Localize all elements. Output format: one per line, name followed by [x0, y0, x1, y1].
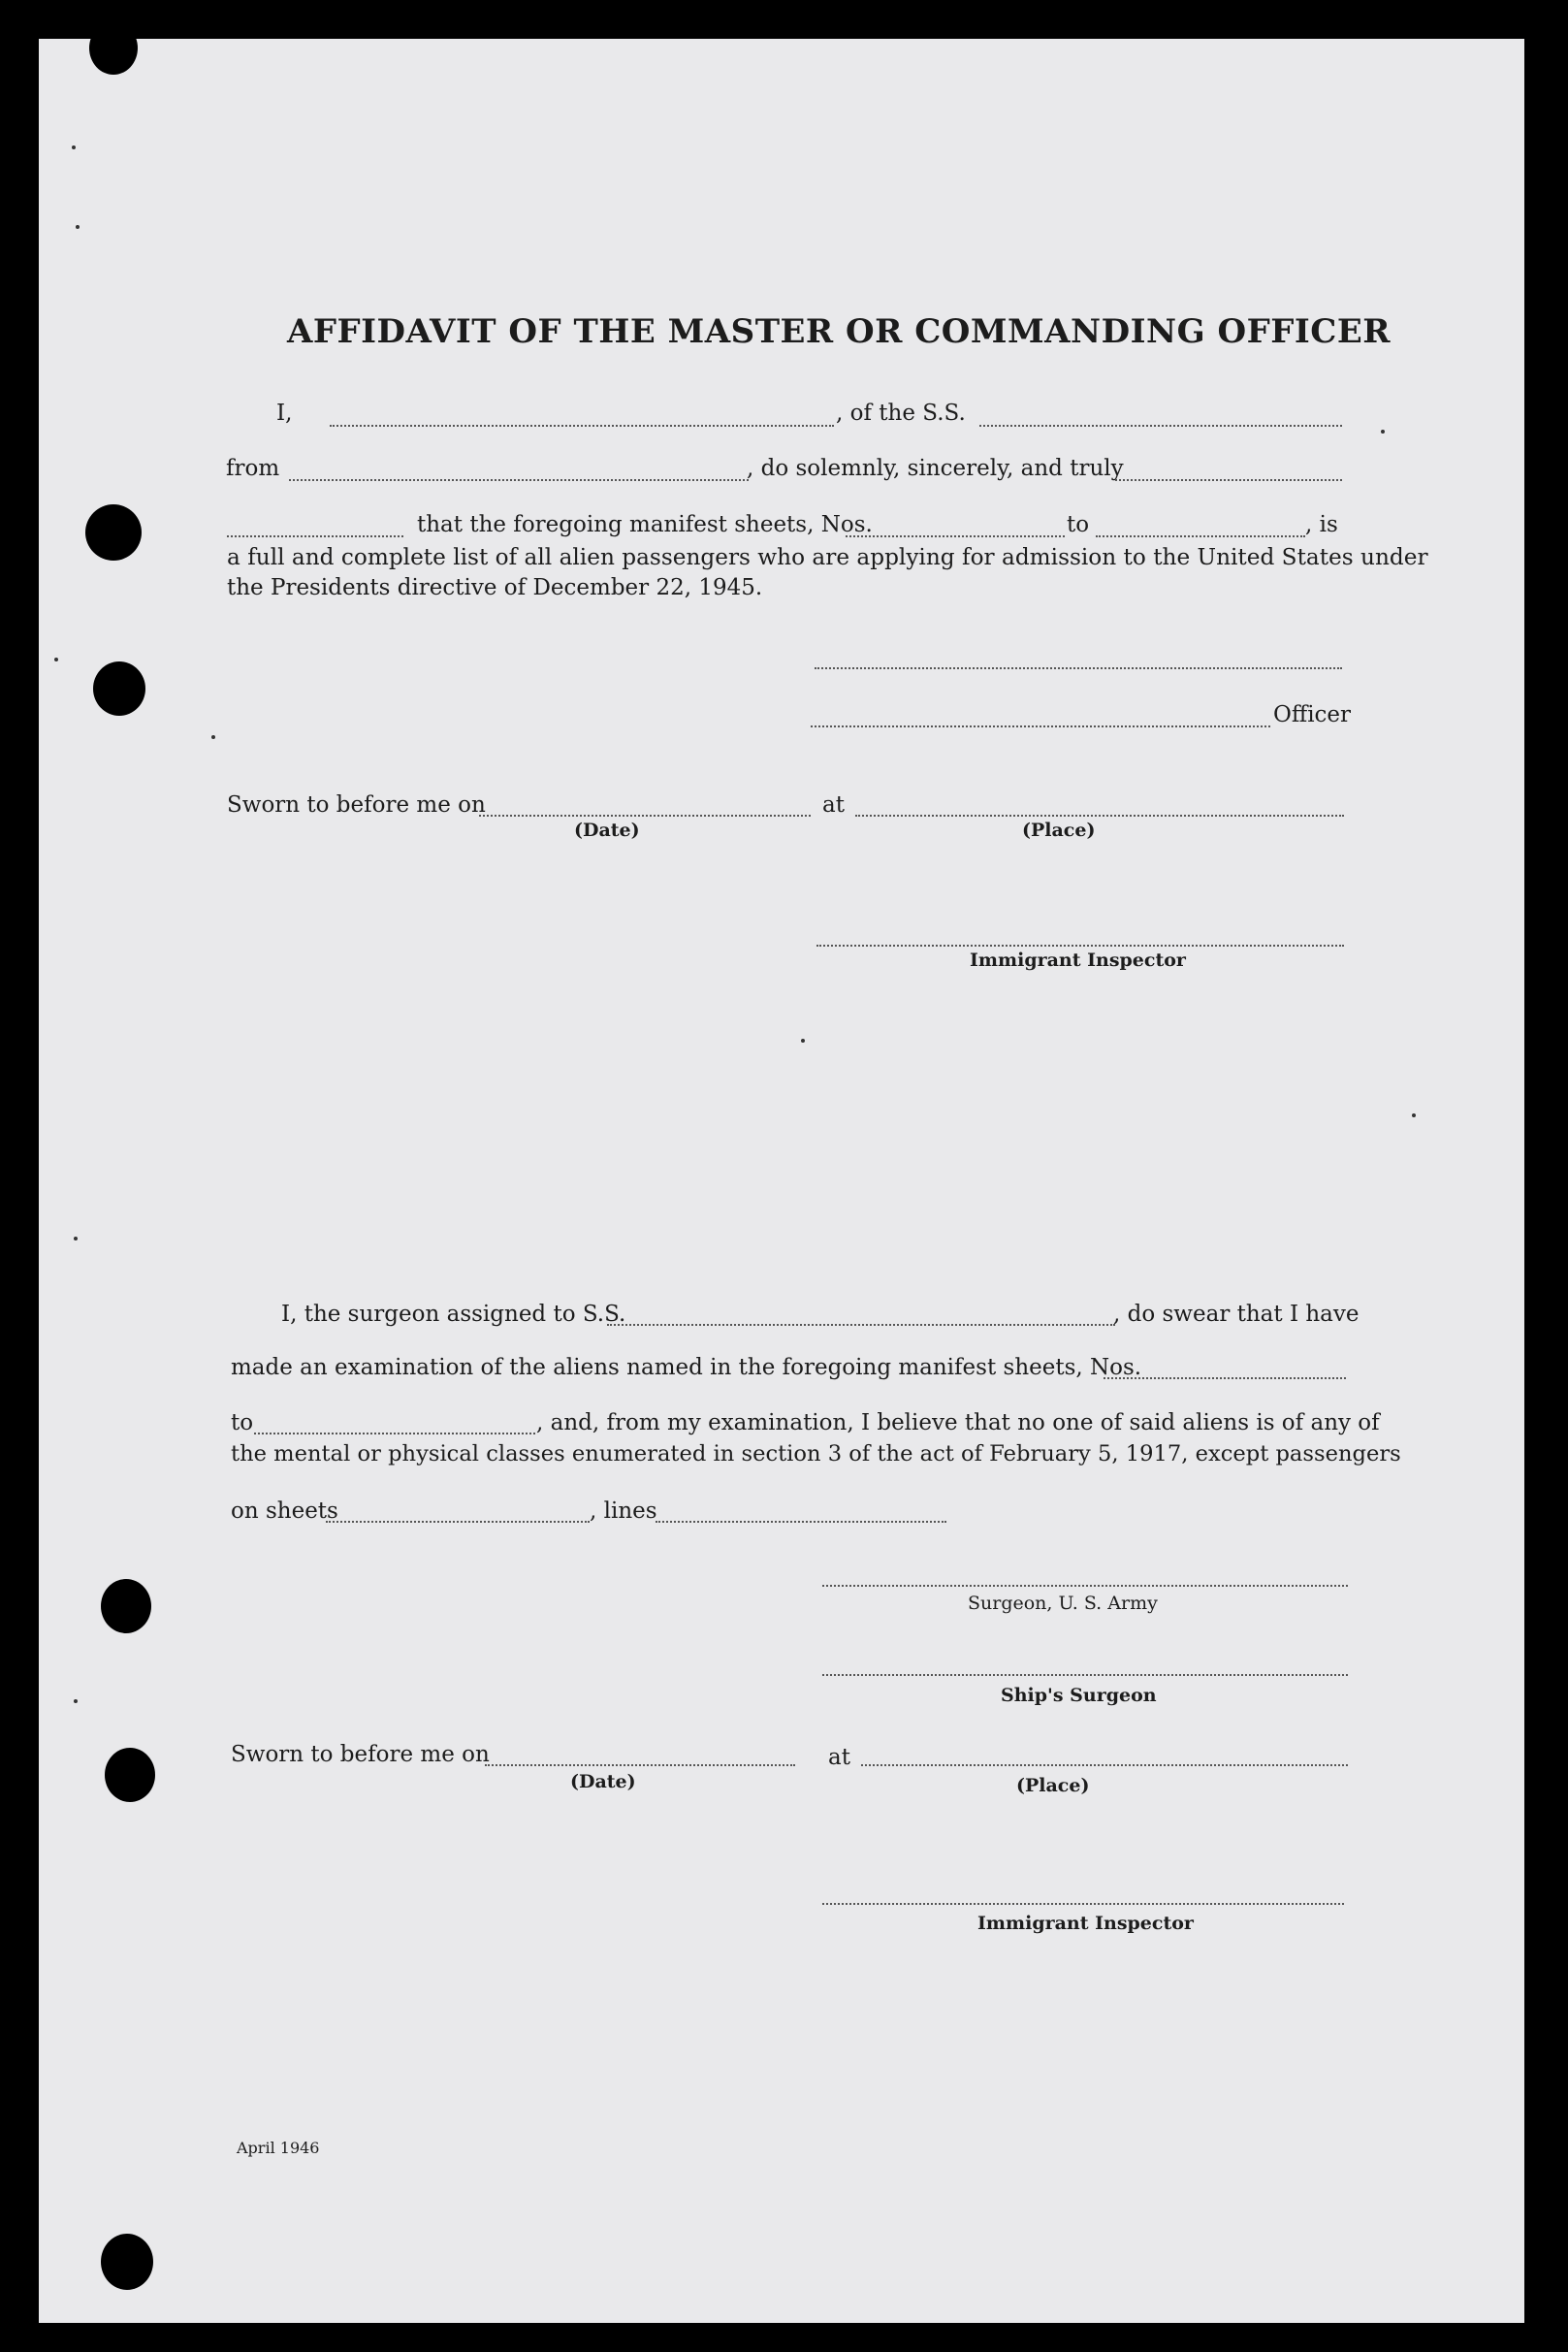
punch-hole: [89, 21, 138, 75]
officer-signature-line-1[interactable]: [815, 667, 1342, 669]
surgeon-sheets-to-field[interactable]: [254, 1433, 535, 1434]
punch-hole: [101, 1579, 151, 1633]
surgeon-lines-label: , lines: [590, 1498, 657, 1524]
master-date-label: (Date): [574, 820, 640, 841]
army-surgeon-label: Surgeon, U. S. Army: [968, 1593, 1158, 1614]
master-sheets-to-field[interactable]: [1096, 535, 1305, 537]
footer-date: April 1946: [237, 2139, 320, 2157]
master-at-label: at: [822, 792, 845, 818]
master-sworn-label: Sworn to before me on: [227, 792, 486, 818]
master-place-label: (Place): [1022, 820, 1096, 841]
master-is-label: , is: [1305, 512, 1338, 537]
officer-label: Officer: [1273, 702, 1352, 727]
surgeon-place-label: (Place): [1016, 1775, 1090, 1796]
master-inspector-label: Immigrant Inspector: [970, 950, 1186, 971]
surgeon-line4: the mental or physical classes enumerated in section 3 of the act of February 5, 1917, except passengers: [231, 1441, 1401, 1466]
master-paragraph-line2: the Presidents directive of December 22, 1945.: [227, 575, 763, 600]
master-i-label: I,: [276, 401, 293, 426]
master-oath-field[interactable]: [1115, 479, 1342, 481]
form-sheet: [39, 39, 1524, 2323]
speck: [72, 145, 76, 149]
surgeon-lines-field[interactable]: [656, 1521, 946, 1523]
punch-hole: [101, 2234, 153, 2290]
speck: [74, 1699, 78, 1703]
punch-hole: [85, 504, 142, 561]
master-from-label: from: [226, 456, 280, 481]
surgeon-sworn-date-field[interactable]: [485, 1764, 795, 1766]
surgeon-line3-rest: , and, from my examination, I believe that no one of said aliens is of any of: [536, 1410, 1380, 1435]
form-title: AFFIDAVIT OF THE MASTER OR COMMANDING OFFICER: [287, 312, 1392, 351]
ships-surgeon-signature-field[interactable]: [822, 1674, 1348, 1676]
punch-hole: [93, 661, 145, 716]
surgeon-line1-start: I, the surgeon assigned to S.S.: [281, 1302, 626, 1327]
surgeon-on-sheets-field[interactable]: [326, 1521, 590, 1523]
surgeon-sworn-label: Sworn to before me on: [231, 1742, 490, 1767]
master-sheets-from-field[interactable]: [846, 535, 1065, 537]
speck: [74, 1237, 78, 1240]
officer-signature-line-2[interactable]: [811, 725, 1270, 727]
master-inspector-signature-field[interactable]: [816, 945, 1344, 947]
surgeon-inspector-label: Immigrant Inspector: [977, 1913, 1194, 1934]
speck: [1381, 430, 1385, 434]
master-swear-label: , do solemnly, sincerely, and truly: [747, 456, 1124, 481]
master-ship-field[interactable]: [979, 425, 1342, 427]
master-sworn-place-field[interactable]: [855, 815, 1344, 817]
speck: [211, 735, 215, 739]
master-paragraph-line1: a full and complete list of all alien passengers who are applying for admission to the United States under: [227, 544, 1428, 570]
master-oath-continued-field[interactable]: [227, 535, 403, 537]
speck: [54, 658, 58, 661]
surgeon-to-label: to: [231, 1410, 254, 1435]
master-of-ss-label: , of the S.S.: [836, 401, 966, 426]
speck: [1412, 1113, 1416, 1117]
punch-hole: [105, 1748, 155, 1802]
surgeon-date-label: (Date): [570, 1771, 636, 1792]
master-sheets-label: that the foregoing manifest sheets, Nos.: [417, 512, 873, 537]
master-sworn-date-field[interactable]: [479, 815, 811, 817]
surgeon-line1-end: , do swear that I have: [1113, 1302, 1360, 1327]
surgeon-inspector-signature-field[interactable]: [822, 1903, 1344, 1905]
surgeon-on-sheets-label: on sheets: [231, 1498, 338, 1524]
surgeon-sworn-place-field[interactable]: [861, 1764, 1348, 1766]
surgeon-ship-field[interactable]: [607, 1324, 1115, 1326]
army-surgeon-signature-field[interactable]: [822, 1585, 1348, 1587]
speck: [76, 225, 80, 229]
surgeon-at-label: at: [828, 1745, 850, 1770]
master-name-field[interactable]: [330, 425, 834, 427]
master-from-field[interactable]: [289, 479, 749, 481]
surgeon-line2: made an examination of the aliens named in the foregoing manifest sheets, Nos.: [231, 1355, 1142, 1380]
master-to-label: to: [1067, 512, 1090, 537]
speck: [801, 1039, 805, 1043]
surgeon-sheets-from-field[interactable]: [1104, 1377, 1346, 1379]
ships-surgeon-label: Ship's Surgeon: [1001, 1685, 1157, 1706]
